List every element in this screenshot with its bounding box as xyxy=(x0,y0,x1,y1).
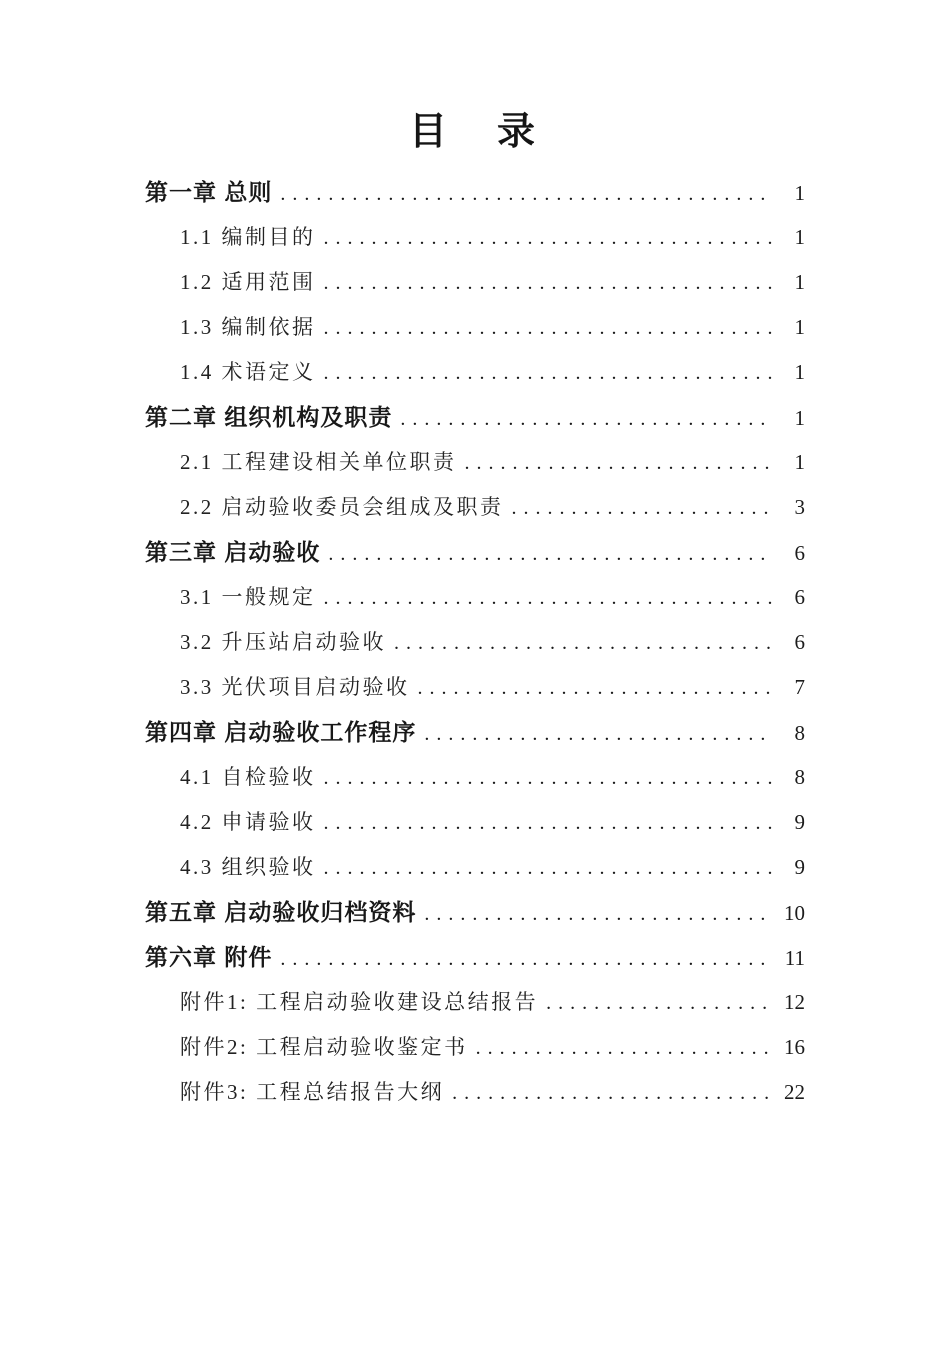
toc-entry xyxy=(145,440,805,485)
toc-entry-label: 1.4 术语定义 xyxy=(180,360,316,384)
dot-leader xyxy=(324,351,774,396)
dot-leader xyxy=(400,397,773,442)
dot-leader xyxy=(280,172,773,217)
toc-entry-label: 1.3 编制依据 xyxy=(180,315,316,339)
toc-entry-page-number: 6 xyxy=(794,630,805,654)
toc-entry-label: 附件3: 工程总结报告大纲 xyxy=(180,1080,445,1104)
toc-entry-label: 第六章 附件 xyxy=(145,944,273,970)
toc-entry xyxy=(145,215,805,260)
toc-entry-label: 附件2: 工程启动验收鉴定书 xyxy=(180,1035,468,1059)
dot-leader xyxy=(324,846,774,891)
toc-entry xyxy=(145,530,805,575)
dot-leader xyxy=(324,261,774,306)
dot-leader xyxy=(452,1071,773,1116)
toc-entry-label: 4.3 组织验收 xyxy=(180,855,316,879)
toc-entry xyxy=(145,890,805,935)
dot-leader xyxy=(424,712,773,757)
toc-entry xyxy=(145,305,805,350)
toc-entry-page-number: 1 xyxy=(794,315,805,339)
toc-entry-page-number: 6 xyxy=(794,541,805,565)
dot-leader xyxy=(418,666,774,711)
toc-entry-label: 附件1: 工程启动验收建设总结报告 xyxy=(180,990,539,1014)
dot-leader xyxy=(512,486,774,531)
dot-leader xyxy=(546,981,773,1026)
toc-entry-label: 4.2 申请验收 xyxy=(180,810,316,834)
toc-entry-page-number: 6 xyxy=(794,585,805,609)
toc-entry-page-number: 8 xyxy=(794,721,805,745)
toc-entry xyxy=(145,845,805,890)
dot-leader xyxy=(324,306,774,351)
toc-entry xyxy=(145,1025,805,1070)
toc-entry-label: 第一章 总则 xyxy=(145,179,273,205)
toc-entry-label: 2.1 工程建设相关单位职责 xyxy=(180,450,457,474)
toc-entry-page-number: 7 xyxy=(794,675,805,699)
toc-list xyxy=(145,170,805,1115)
toc-entry-label: 3.1 一般规定 xyxy=(180,585,316,609)
dot-leader xyxy=(394,621,773,666)
dot-leader xyxy=(324,576,774,621)
dot-leader xyxy=(424,892,773,937)
dot-leader xyxy=(280,937,773,982)
toc-entry xyxy=(145,980,805,1025)
dot-leader xyxy=(328,532,773,577)
toc-entry xyxy=(145,665,805,710)
dot-leader xyxy=(324,801,774,846)
toc-entry-label: 第五章 启动验收归档资料 xyxy=(145,899,417,925)
toc-entry xyxy=(145,350,805,395)
toc-entry-page-number: 8 xyxy=(794,765,805,789)
toc-entry-page-number: 9 xyxy=(794,855,805,879)
toc-entry xyxy=(145,755,805,800)
toc-entry-label: 第三章 启动验收 xyxy=(145,539,321,565)
toc-entry-page-number: 1 xyxy=(794,181,805,205)
toc-entry xyxy=(145,485,805,530)
toc-entry-page-number: 1 xyxy=(794,360,805,384)
toc-entry-page-number: 12 xyxy=(784,990,805,1014)
toc-entry xyxy=(145,575,805,620)
dot-leader xyxy=(476,1026,773,1071)
toc-entry xyxy=(145,1070,805,1115)
toc-entry-label: 1.1 编制目的 xyxy=(180,225,316,249)
toc-entry-page-number: 10 xyxy=(784,901,805,925)
toc-entry-label: 4.1 自检验收 xyxy=(180,765,316,789)
toc-entry-label: 1.2 适用范围 xyxy=(180,270,316,294)
toc-entry-label: 3.3 光伏项目启动验收 xyxy=(180,675,410,699)
toc-entry-page-number: 1 xyxy=(794,450,805,474)
toc-entry xyxy=(145,170,805,215)
toc-entry-page-number: 3 xyxy=(794,495,805,519)
toc-entry xyxy=(145,800,805,845)
toc-entry-label: 第二章 组织机构及职责 xyxy=(145,404,393,430)
toc-entry-page-number: 1 xyxy=(794,270,805,294)
toc-entry-label: 3.2 升压站启动验收 xyxy=(180,630,386,654)
toc-entry xyxy=(145,710,805,755)
dot-leader xyxy=(324,756,774,801)
toc-entry-page-number: 11 xyxy=(784,946,805,970)
toc-entry xyxy=(145,260,805,305)
toc-entry xyxy=(145,935,805,980)
dot-leader xyxy=(465,441,774,486)
toc-entry-page-number: 16 xyxy=(784,1035,805,1059)
toc-entry-page-number: 1 xyxy=(794,406,805,430)
toc-entry-label: 2.2 启动验收委员会组成及职责 xyxy=(180,495,504,519)
dot-leader xyxy=(324,216,774,261)
toc-entry-label: 第四章 启动验收工作程序 xyxy=(145,719,417,745)
toc-entry-page-number: 1 xyxy=(794,225,805,249)
page-title: 目 录 xyxy=(408,111,541,153)
toc-entry-page-number: 22 xyxy=(784,1080,805,1104)
toc-entry xyxy=(145,395,805,440)
toc-entry xyxy=(145,620,805,665)
toc-entry-page-number: 9 xyxy=(794,810,805,834)
